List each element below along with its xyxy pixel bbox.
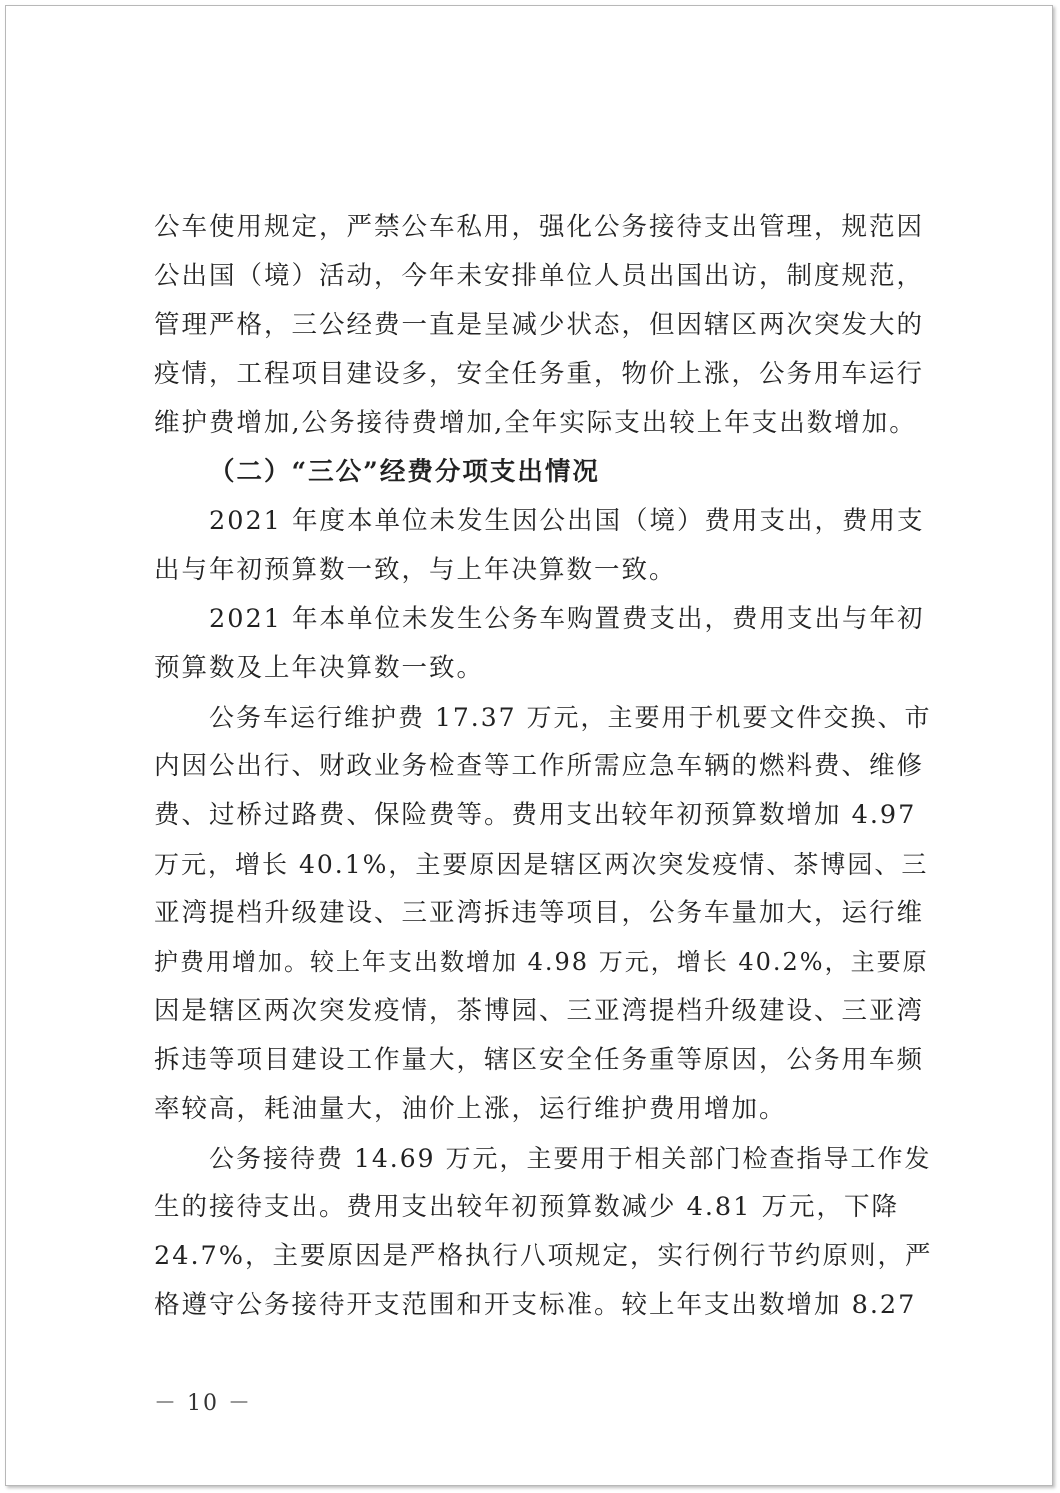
text-line: 万元，增长 40.1%，主要原因是辖区两次突发疫情、茶博园、三 — [154, 850, 929, 879]
text-line: 内因公出行、财政业务检查等工作所需应急车辆的燃料费、维修 — [154, 751, 925, 781]
text-line: 预算数及上年决算数一致。 — [154, 653, 485, 683]
page-number: － 10 － — [154, 1391, 252, 1416]
text-line: 护费用增加。较上年支出数增加 4.98 万元，增长 40.2%，主要原 — [154, 948, 929, 976]
document-body — [154, 203, 934, 1330]
text-line: 拆违等项目建设工作量大，辖区安全任务重等原因，公务用车频 — [154, 1045, 925, 1075]
section-heading: （二）“三公”经费分项支出情况 — [209, 457, 600, 487]
text-line: 公车使用规定，严禁公车私用，强化公务接待支出管理，规范因 — [154, 212, 925, 242]
text-line: 管理严格，三公经费一直是呈减少状态，但因辖区两次突发大的 — [154, 310, 925, 340]
text-line: 出与年初预算数一致，与上年决算数一致。 — [154, 555, 677, 585]
text-line: 公务车运行维护费 17.37 万元，主要用于机要文件交换、市 — [209, 703, 932, 732]
text-line: 公务接待费 14.69 万元，主要用于相关部门检查指导工作发 — [209, 1144, 932, 1173]
text-line: 24.7%，主要原因是严格执行八项规定，实行例行节约原则，严 — [154, 1241, 933, 1271]
text-line: 维护费增加,公务接待费增加,全年实际支出较上年支出数增加。 — [154, 408, 917, 438]
text-line: 疫情，工程项目建设多，安全任务重，物价上涨，公务用车运行 — [154, 359, 925, 389]
text-line: 率较高，耗油量大，油价上涨，运行维护费用增加。 — [154, 1094, 787, 1124]
text-line: 2021 年本单位未发生公务车购置费支出，费用支出与年初 — [209, 604, 925, 634]
text-line: 因是辖区两次突发疫情，茶博园、三亚湾提档升级建设、三亚湾 — [154, 996, 925, 1026]
text-line: 生的接待支出。费用支出较年初预算数减少 4.81 万元，下降 — [154, 1192, 899, 1222]
text-line: 费、过桥过路费、保险费等。费用支出较年初预算数增加 4.97 — [154, 800, 917, 830]
page — [5, 5, 1053, 1486]
text-line: 亚湾提档升级建设、三亚湾拆违等项目，公务车量加大，运行维 — [154, 898, 925, 928]
text-line: 公出国（境）活动，今年未安排单位人员出国出访，制度规范， — [154, 261, 925, 291]
text-line: 格遵守公务接待开支范围和开支标准。较上年支出数增加 8.27 — [154, 1290, 917, 1320]
text-line: 2021 年度本单位未发生因公出国（境）费用支出，费用支 — [209, 506, 925, 536]
